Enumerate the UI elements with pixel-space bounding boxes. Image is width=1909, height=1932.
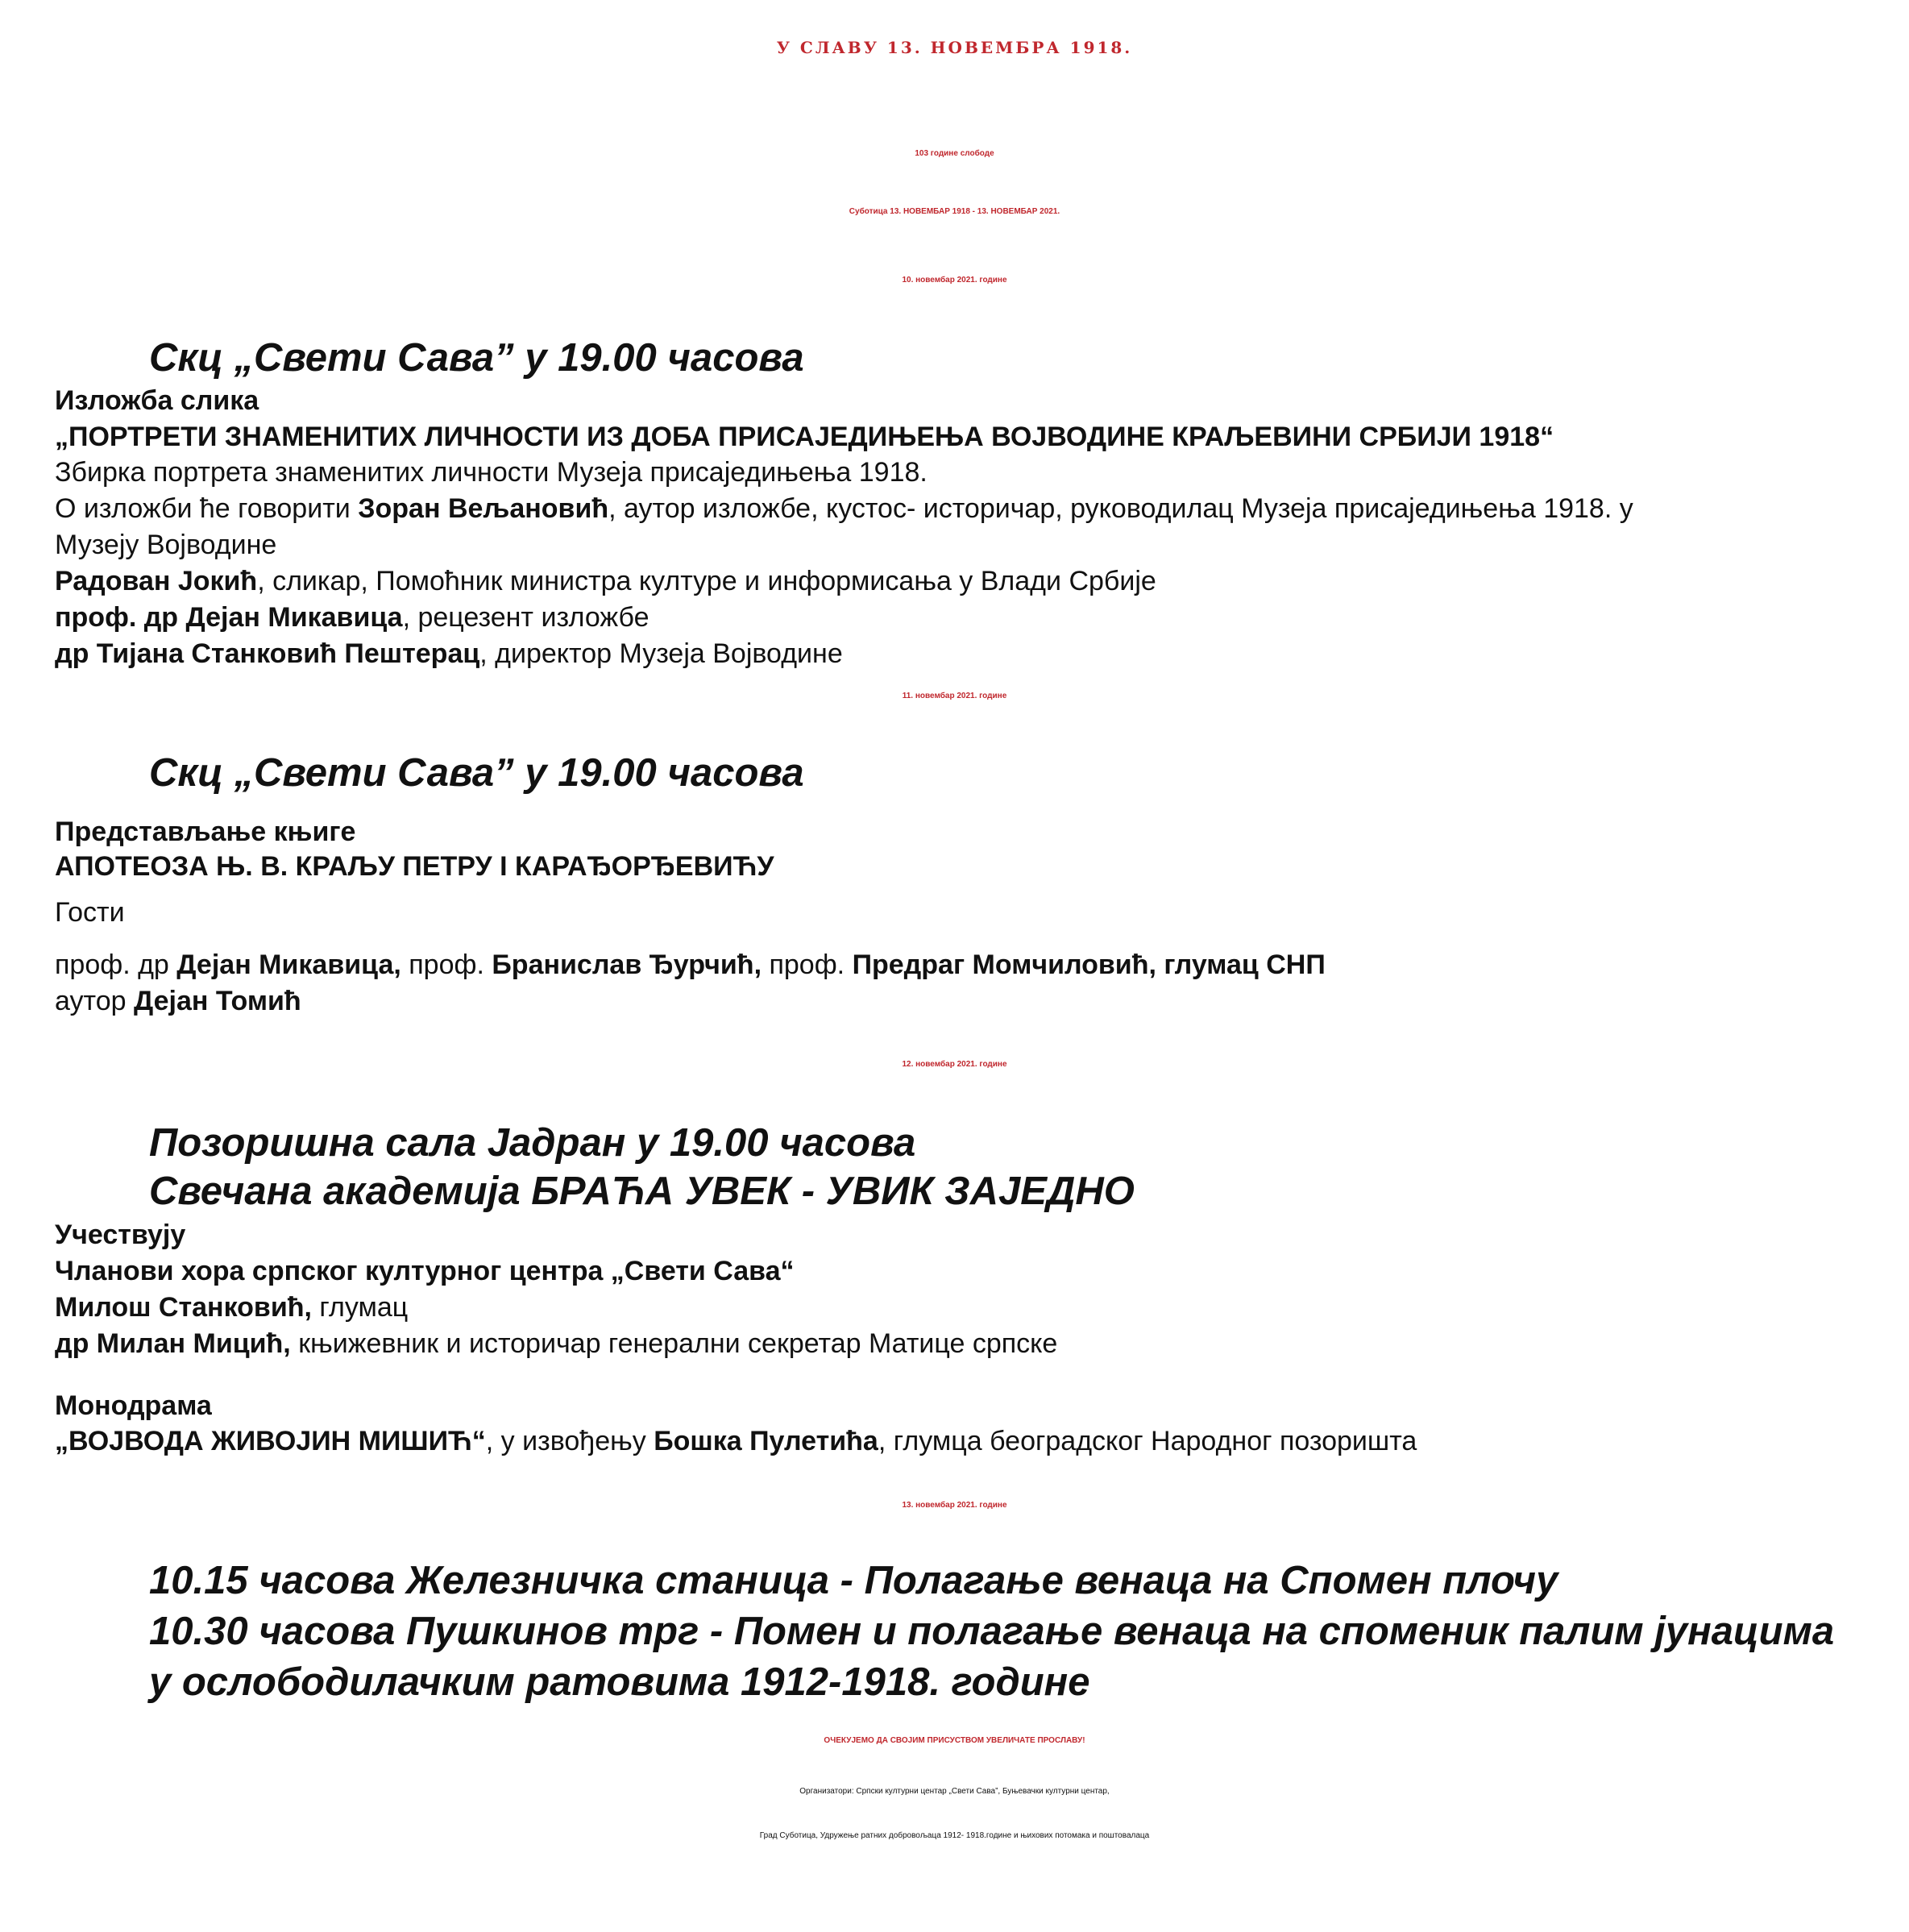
speaker1-role: , аутор изложбе, кустос- историчар, руководилац Музеја присаједињења 1918. у — [608, 493, 1633, 524]
day2-author-line — [55, 983, 301, 1019]
day1-speaker3-line — [55, 600, 649, 635]
day2-guests-label: Гости — [55, 897, 125, 928]
day3-monodrama-label: Монодрама — [55, 1390, 212, 1421]
day2-event-type: Представљање књиге — [55, 816, 356, 847]
day3-date: 12. новембар 2021. године — [902, 1060, 1007, 1069]
speaker3-role: , рецезент изложбе — [402, 602, 649, 633]
monodrama-title: „ВОЈВОДА ЖИВОЈИН МИШИЋ“ — [55, 1426, 486, 1456]
day3-participant3 — [55, 1326, 1057, 1361]
guest2-name: Бранислав Ђурчић, — [492, 949, 762, 980]
speaker-intro: О изложби ће говорити — [55, 493, 359, 524]
day4-line3: у ослободилачким ратовима 1912-1918. године — [149, 1660, 1090, 1704]
participant3-name: др Милан Мицић, — [55, 1328, 291, 1359]
day2-book-title: АПОТЕОЗА Њ. В. КРАЉУ ПЕТРУ I КАРАЂОРЂЕВИЋУ — [55, 851, 774, 882]
participant3-role: књижевник и историчар генерални секретар Матице српске — [290, 1328, 1058, 1359]
day3-participants-label: Учествују — [55, 1219, 186, 1250]
day3-participant2 — [55, 1290, 408, 1325]
monodrama-actor: Бошка Пулетића — [654, 1426, 878, 1456]
organizers-line1: Организатори: Српски културни центар „Свети Сава”, Буњевачки културни центар, — [799, 1787, 1110, 1796]
organizers-line2: Град Суботица, Удружење ратних добровољаца 1912- 1918.године и њихових потомака и поштовалаца — [759, 1831, 1150, 1840]
page-title: У СЛАВУ 13. НОВЕМБРА 1918. — [776, 38, 1133, 57]
day3-monodrama-line — [55, 1423, 1417, 1459]
author-name: Дејан Томић — [133, 986, 301, 1016]
speaker3-name: проф. др Дејан Микавица — [55, 602, 403, 633]
day1-speaker1-line — [55, 491, 1633, 526]
speaker4-role: , директор Музеја Војводине — [479, 638, 843, 669]
day1-event-title: „ПОРТРЕТИ ЗНАМЕНИТИХ ЛИЧНОСТИ ИЗ ДОБА ПРИСАЈЕДИЊЕЊА ВОЈВОДИНЕ КРАЉЕВИНИ СРБИЈИ 1918“ — [55, 422, 1554, 452]
speaker2-name: Радован Јокић — [55, 566, 258, 596]
day1-date: 10. новембар 2021. године — [902, 276, 1007, 285]
closing-invitation: ОЧЕКУЈЕМО ДА СВОЈИМ ПРИСУСТВОМ УВЕЛИЧАТЕ ПРОСЛАВУ! — [824, 1736, 1085, 1745]
guest1-name: Дејан Микавица, — [176, 949, 401, 980]
day2-date: 11. новембар 2021. године — [902, 692, 1007, 700]
participant2-name: Милош Станковић, — [55, 1292, 312, 1323]
day1-description: Збирка портрета знаменитих личности Музеја присаједињења 1918. — [55, 457, 928, 488]
monodrama-mid: , у извођењу — [485, 1426, 654, 1456]
subtitle-dates: Суботица 13. НОВЕМБАР 1918 - 13. НОВЕМБАР 2021. — [849, 207, 1060, 216]
guest1-prefix: проф. др — [55, 949, 177, 980]
day1-speaker2-line — [55, 563, 1156, 599]
guest3-prefix: проф. — [762, 949, 853, 980]
participant2-role: глумац — [311, 1292, 409, 1323]
day4-line2: 10.30 часова Пушкинов трг - Помен и полагање венаца на споменик палим јунацима — [149, 1610, 1835, 1653]
speaker1-name: Зоран Вељановић — [358, 493, 609, 524]
day1-speaker1-role-cont: Музеју Војводине — [55, 530, 277, 560]
day1-speaker4-line — [55, 636, 843, 671]
guest3-name: Предраг Момчиловић, глумац СНП — [852, 949, 1326, 980]
day3-venue: Позоришна сала Јадран у 19.00 часова — [149, 1121, 916, 1165]
day1-venue: Скц „Свети Сава” у 19.00 часова — [149, 336, 804, 380]
day3-event: Свечана академија БРАЋА УВЕК - УВИК ЗАЈЕДНО — [149, 1170, 1135, 1213]
subtitle-years: 103 године слободе — [915, 149, 994, 158]
day3-participant1: Чланови хора српског културног центра „Свети Сава“ — [55, 1256, 795, 1286]
speaker2-role: , сликар, Помоћник министра културе и информисања у Влади Србије — [257, 566, 1156, 596]
day2-venue: Скц „Свети Сава” у 19.00 часова — [149, 751, 804, 795]
monodrama-tail: , глумца београдског Народног позоришта — [878, 1426, 1417, 1456]
day1-event-type: Изложба слика — [55, 385, 259, 416]
guest2-prefix: проф. — [400, 949, 492, 980]
day4-date: 13. новембар 2021. године — [902, 1501, 1007, 1510]
speaker4-name: др Тијана Станковић Пештерац — [55, 638, 480, 669]
day2-guests-line — [55, 947, 1326, 983]
author-prefix: аутор — [55, 986, 134, 1016]
day4-line1: 10.15 часова Железничка станица - Полагање венаца на Спомен плочу — [149, 1559, 1558, 1602]
